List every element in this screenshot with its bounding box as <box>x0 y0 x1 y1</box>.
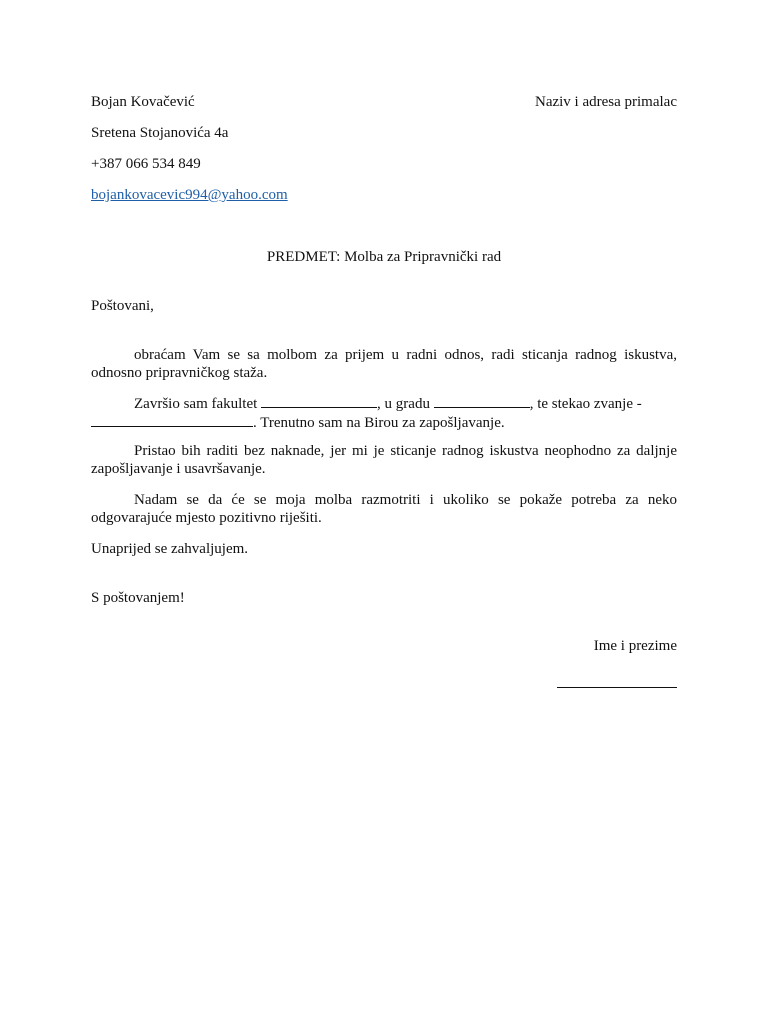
closing-line: S poštovanjem! <box>91 590 185 606</box>
sender-phone: +387 066 534 849 <box>91 156 201 172</box>
city-blank-line <box>434 394 530 408</box>
title-blank-line <box>91 413 253 427</box>
salutation: Poštovani, <box>91 298 154 314</box>
sender-address: Sretena Stojanovića 4a <box>91 125 229 141</box>
paragraph-3: Pristao bih raditi bez naknade, jer mi je sticanje radnog iskustva neophodno za daljnje zapošljavanje i usavršavanje. <box>91 443 677 477</box>
thanks-line: Unaprijed se zahvaljujem. <box>91 541 249 557</box>
paragraph-1: obraćam Vam se sa molbom za prijem u radni odnos, radi sticanja radnog iskustva, odnosno pripravničkog staža. <box>91 347 677 381</box>
signature-line <box>557 686 677 688</box>
recipient-label: Naziv i adresa primalac <box>534 94 677 110</box>
sender-name: Bojan Kovačević <box>91 94 195 110</box>
faculty-blank-line <box>261 394 377 408</box>
paragraph-2: Završio sam fakultet , u gradu , te stekao zvanje - . Trenutno sam na Birou za zapošljavanje. <box>91 394 677 432</box>
paragraph-4: Nadam se da će se moja molba razmotriti i ukoliko se pokaže potreba za neko odgovarajuće mjesto pozitivno riješiti. <box>91 492 677 526</box>
signature-label: Ime i prezime <box>593 638 677 654</box>
subject-line: PREDMET: Molba za Pripravnički rad <box>266 249 502 265</box>
sender-email-link[interactable]: bojankovacevic994@yahoo.com <box>91 187 288 203</box>
